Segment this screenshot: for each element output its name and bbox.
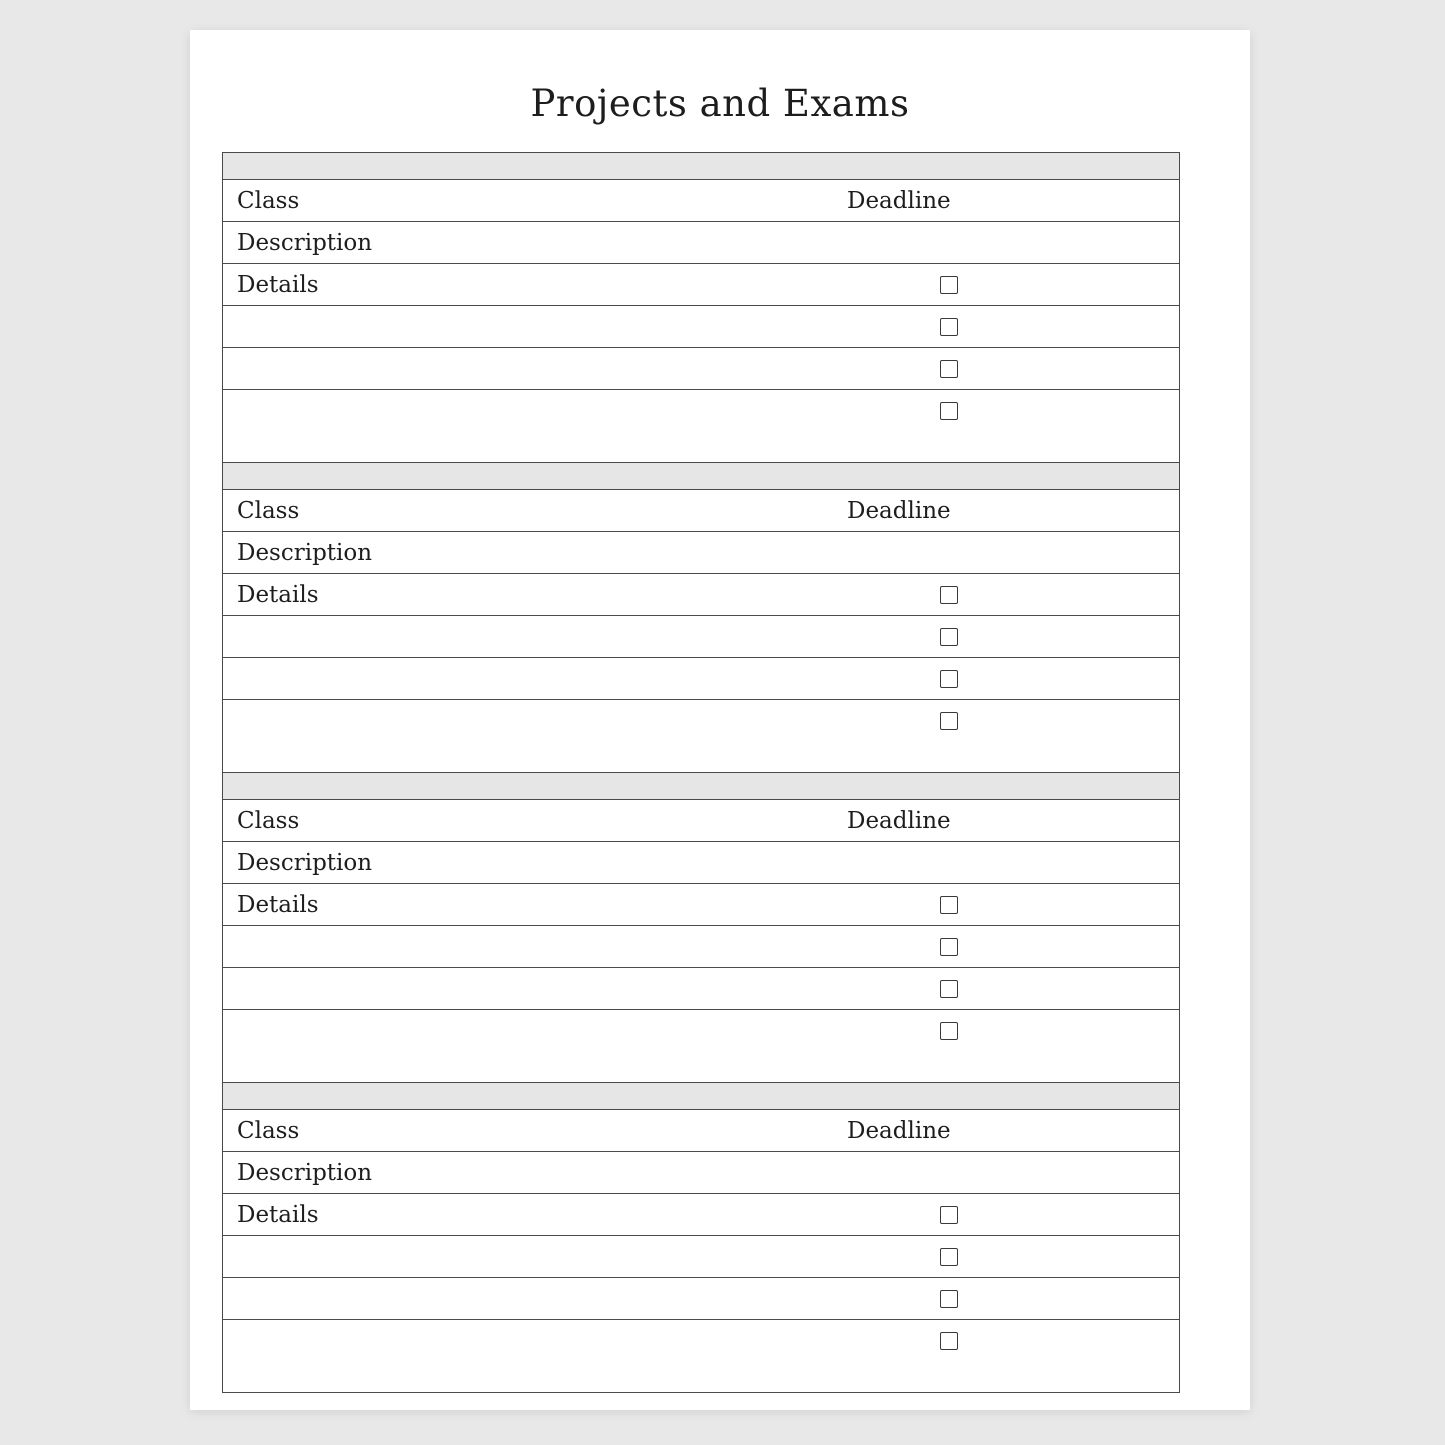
description-row[interactable] (223, 1152, 1179, 1194)
checklist-write-line[interactable] (974, 968, 1179, 1009)
description-row[interactable] (223, 842, 1179, 884)
checkbox-icon[interactable] (940, 896, 958, 914)
details-write-line[interactable] (223, 390, 933, 432)
class-deadline-row (223, 1110, 1179, 1152)
checklist-write-line[interactable] (974, 658, 1179, 699)
checklist-item[interactable] (933, 658, 1179, 700)
description-label: Description (237, 539, 373, 566)
project-block (222, 772, 1180, 1082)
details-label: Details (237, 891, 319, 918)
class-deadline-row (223, 180, 1179, 222)
checklist-column (933, 574, 1179, 742)
description-label: Description (237, 229, 373, 256)
checkbox-icon[interactable] (940, 1332, 958, 1350)
block-band (223, 1083, 1179, 1110)
class-deadline-row (223, 800, 1179, 842)
checkbox-icon[interactable] (940, 1290, 958, 1308)
block-band (223, 463, 1179, 490)
checklist-item[interactable] (933, 1320, 1179, 1362)
checklist-write-line[interactable] (974, 1194, 1179, 1235)
details-write-line[interactable] (223, 1320, 933, 1362)
checklist-item[interactable] (933, 1010, 1179, 1052)
page-title: Projects and Exams (530, 82, 910, 125)
details-label: Details (237, 271, 319, 298)
details-write-line[interactable] (223, 306, 933, 348)
description-row[interactable] (223, 222, 1179, 264)
checklist-write-line[interactable] (974, 1010, 1179, 1052)
details-write-line[interactable] (223, 1010, 933, 1052)
checkbox-icon[interactable] (940, 712, 958, 730)
checklist-item[interactable] (933, 348, 1179, 390)
details-write-line[interactable] (223, 700, 933, 742)
checkbox-icon[interactable] (940, 628, 958, 646)
checklist-item[interactable] (933, 700, 1179, 742)
projects-table (222, 152, 1180, 1393)
details-label-line[interactable] (223, 264, 933, 306)
class-label[interactable]: Class (237, 1117, 300, 1144)
details-write-line[interactable] (223, 968, 933, 1010)
deadline-label[interactable]: Deadline (847, 807, 951, 834)
block-footer-space (223, 1052, 1179, 1082)
deadline-label[interactable]: Deadline (847, 1117, 951, 1144)
checklist-item[interactable] (933, 926, 1179, 968)
checkbox-icon[interactable] (940, 1248, 958, 1266)
checklist-write-line[interactable] (974, 264, 1179, 305)
checklist-write-line[interactable] (974, 306, 1179, 347)
checklist-write-line[interactable] (974, 1278, 1179, 1319)
class-deadline-row (223, 490, 1179, 532)
checklist-item[interactable] (933, 1194, 1179, 1236)
checklist-item[interactable] (933, 264, 1179, 306)
checklist-item[interactable] (933, 1278, 1179, 1320)
project-block (222, 462, 1180, 772)
checklist-write-line[interactable] (974, 348, 1179, 389)
class-label[interactable]: Class (237, 497, 300, 524)
details-write-line[interactable] (223, 658, 933, 700)
checkbox-icon[interactable] (940, 1022, 958, 1040)
checklist-column (933, 1194, 1179, 1362)
details-write-line[interactable] (223, 1278, 933, 1320)
details-lines (223, 1194, 933, 1362)
class-label[interactable]: Class (237, 187, 300, 214)
description-row[interactable] (223, 532, 1179, 574)
checkbox-icon[interactable] (940, 980, 958, 998)
deadline-label[interactable]: Deadline (847, 187, 951, 214)
details-lines (223, 264, 933, 432)
block-footer-space (223, 742, 1179, 772)
checklist-write-line[interactable] (974, 574, 1179, 615)
paper-sheet (190, 30, 1250, 1410)
checklist-write-line[interactable] (974, 926, 1179, 967)
details-write-line[interactable] (223, 1236, 933, 1278)
checkbox-icon[interactable] (940, 938, 958, 956)
details-area (223, 574, 1179, 742)
checklist-item[interactable] (933, 574, 1179, 616)
details-area (223, 1194, 1179, 1362)
details-lines (223, 884, 933, 1052)
checkbox-icon[interactable] (940, 360, 958, 378)
block-footer-space (223, 432, 1179, 462)
checklist-item[interactable] (933, 1236, 1179, 1278)
checkbox-icon[interactable] (940, 1206, 958, 1224)
details-write-line[interactable] (223, 348, 933, 390)
checkbox-icon[interactable] (940, 402, 958, 420)
checklist-write-line[interactable] (974, 1236, 1179, 1277)
details-label: Details (237, 581, 319, 608)
checklist-write-line[interactable] (974, 884, 1179, 925)
checkbox-icon[interactable] (940, 276, 958, 294)
details-label-line[interactable] (223, 1194, 933, 1236)
block-band (223, 153, 1179, 180)
checklist-write-line[interactable] (974, 1320, 1179, 1362)
checkbox-icon[interactable] (940, 318, 958, 336)
details-lines (223, 574, 933, 742)
checklist-write-line[interactable] (974, 390, 1179, 432)
checklist-item[interactable] (933, 306, 1179, 348)
block-footer-space (223, 1362, 1179, 1392)
project-block (222, 1082, 1180, 1393)
checklist-column (933, 884, 1179, 1052)
details-area (223, 884, 1179, 1052)
checklist-write-line[interactable] (974, 616, 1179, 657)
details-label-line[interactable] (223, 574, 933, 616)
details-label: Details (237, 1201, 319, 1228)
description-label: Description (237, 849, 373, 876)
description-label: Description (237, 1159, 373, 1186)
details-write-line[interactable] (223, 616, 933, 658)
checklist-column (933, 264, 1179, 432)
checklist-item[interactable] (933, 884, 1179, 926)
checkbox-icon[interactable] (940, 586, 958, 604)
details-area (223, 264, 1179, 432)
checklist-item[interactable] (933, 616, 1179, 658)
details-write-line[interactable] (223, 926, 933, 968)
block-band (223, 773, 1179, 800)
checkbox-icon[interactable] (940, 670, 958, 688)
checklist-write-line[interactable] (974, 700, 1179, 742)
checklist-item[interactable] (933, 390, 1179, 432)
details-label-line[interactable] (223, 884, 933, 926)
deadline-label[interactable]: Deadline (847, 497, 951, 524)
project-block (222, 152, 1180, 462)
class-label[interactable]: Class (237, 807, 300, 834)
checklist-item[interactable] (933, 968, 1179, 1010)
